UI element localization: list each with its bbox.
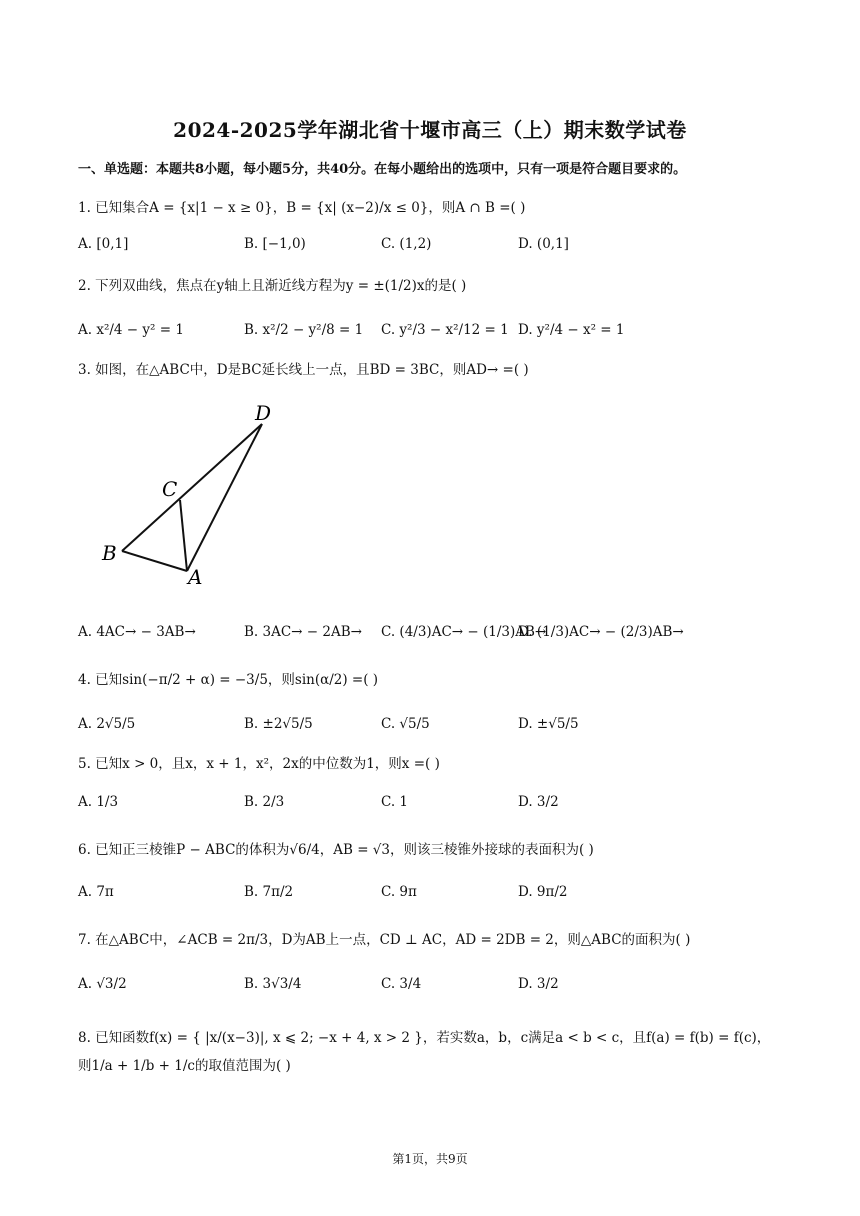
label-b: B bbox=[102, 541, 117, 565]
option-d: D. (1/3)AC→ − (2/3)AB→ bbox=[518, 624, 684, 640]
option-a: A. x²/4 − y² = 1 bbox=[78, 322, 184, 338]
option-b: B. 2/3 bbox=[244, 794, 285, 810]
segment-bd bbox=[122, 424, 262, 551]
option-b: B. x²/2 − y²/8 = 1 bbox=[244, 322, 364, 338]
question-2-options bbox=[78, 322, 778, 346]
question-8: 8. 已知函数f(x) = { |x/(x−3)|, x ⩽ 2; −x + 4, x > 2 }，若实数a，b，c满足a < b < c，且f(a) = f(b) = f(c)，则1/a + 1/b + 1/c的取值范围为( ) bbox=[78, 1030, 771, 1074]
option-c: C. (1,2) bbox=[381, 236, 432, 252]
option-b: B. 7π/2 bbox=[244, 884, 294, 900]
page-footer: 第1页，共9页 bbox=[392, 1152, 468, 1166]
triangle-figure bbox=[92, 396, 292, 588]
option-c: C. 1 bbox=[381, 794, 409, 810]
option-d: D. ±√5/5 bbox=[518, 716, 579, 732]
option-a: A. 2√5/5 bbox=[78, 716, 136, 732]
option-a: A. [0,1] bbox=[78, 236, 129, 252]
page-title: 2024-2025学年湖北省十堰市高三（上）期末数学试卷 bbox=[173, 118, 687, 142]
label-d: D bbox=[255, 401, 272, 425]
option-d: D. 9π/2 bbox=[518, 884, 568, 900]
question-1-options bbox=[78, 236, 778, 260]
question-5-options bbox=[78, 794, 778, 818]
option-c: C. y²/3 − x²/12 = 1 bbox=[381, 322, 509, 338]
option-d: D. 3/2 bbox=[518, 794, 559, 810]
question-5: 5. 已知x > 0，且x，x + 1，x²，2x的中位数为1，则x =( ) bbox=[78, 756, 440, 772]
option-a: A. 1/3 bbox=[78, 794, 119, 810]
label-a: A bbox=[188, 565, 203, 588]
option-c: C. 9π bbox=[381, 884, 417, 900]
option-d: D. 3/2 bbox=[518, 976, 559, 992]
question-6-options bbox=[78, 884, 778, 908]
option-b: B. 3AC→ − 2AB→ bbox=[244, 624, 362, 640]
question-4-options bbox=[78, 716, 778, 740]
option-c: C. √5/5 bbox=[381, 716, 430, 732]
question-7: 7. 在△ABC中，∠ACB = 2π/3，D为AB上一点，CD ⊥ AC，AD = 2DB = 2，则△ABC的面积为( ) bbox=[78, 932, 691, 948]
question-3-options bbox=[78, 624, 778, 648]
option-a: A. 4AC→ − 3AB→ bbox=[78, 624, 196, 640]
question-3: 3. 如图，在△ABC中，D是BC延长线上一点，且BD = 3BC，则AD→ =( ) bbox=[78, 362, 529, 378]
segment-ca bbox=[180, 500, 187, 571]
question-6: 6. 已知正三棱锥P − ABC的体积为√6/4，AB = √3，则该三棱锥外接球的表面积为( ) bbox=[78, 842, 594, 858]
section-heading: 一、单选题：本题共8小题，每小题5分，共40分。在每小题给出的选项中，只有一项是符合题目要求的。 bbox=[78, 162, 687, 177]
question-2: 2. 下列双曲线，焦点在y轴上且渐近线方程为y = ±(1/2)x的是( ) bbox=[78, 278, 467, 294]
segment-ad bbox=[187, 424, 262, 571]
option-a: A. 7π bbox=[78, 884, 114, 900]
question-1: 1. 已知集合A = {x|1 − x ≥ 0}，B = {x| (x−2)/x ≤ 0}，则A ∩ B =( ) bbox=[78, 200, 526, 216]
option-b: B. ±2√5/5 bbox=[244, 716, 313, 732]
option-d: D. (0,1] bbox=[518, 236, 569, 252]
option-b: B. 3√3/4 bbox=[244, 976, 302, 992]
option-c: C. 3/4 bbox=[381, 976, 422, 992]
option-c: C. (4/3)AC→ − (1/3)AB→ bbox=[381, 624, 547, 640]
question-4: 4. 已知sin(−π/2 + α) = −3/5，则sin(α/2) =( ) bbox=[78, 672, 379, 688]
option-b: B. [−1,0) bbox=[244, 236, 306, 252]
label-c: C bbox=[162, 477, 178, 501]
question-7-options bbox=[78, 976, 778, 1000]
segment-ba bbox=[122, 551, 187, 571]
option-d: D. y²/4 − x² = 1 bbox=[518, 322, 625, 338]
option-a: A. √3/2 bbox=[78, 976, 127, 992]
